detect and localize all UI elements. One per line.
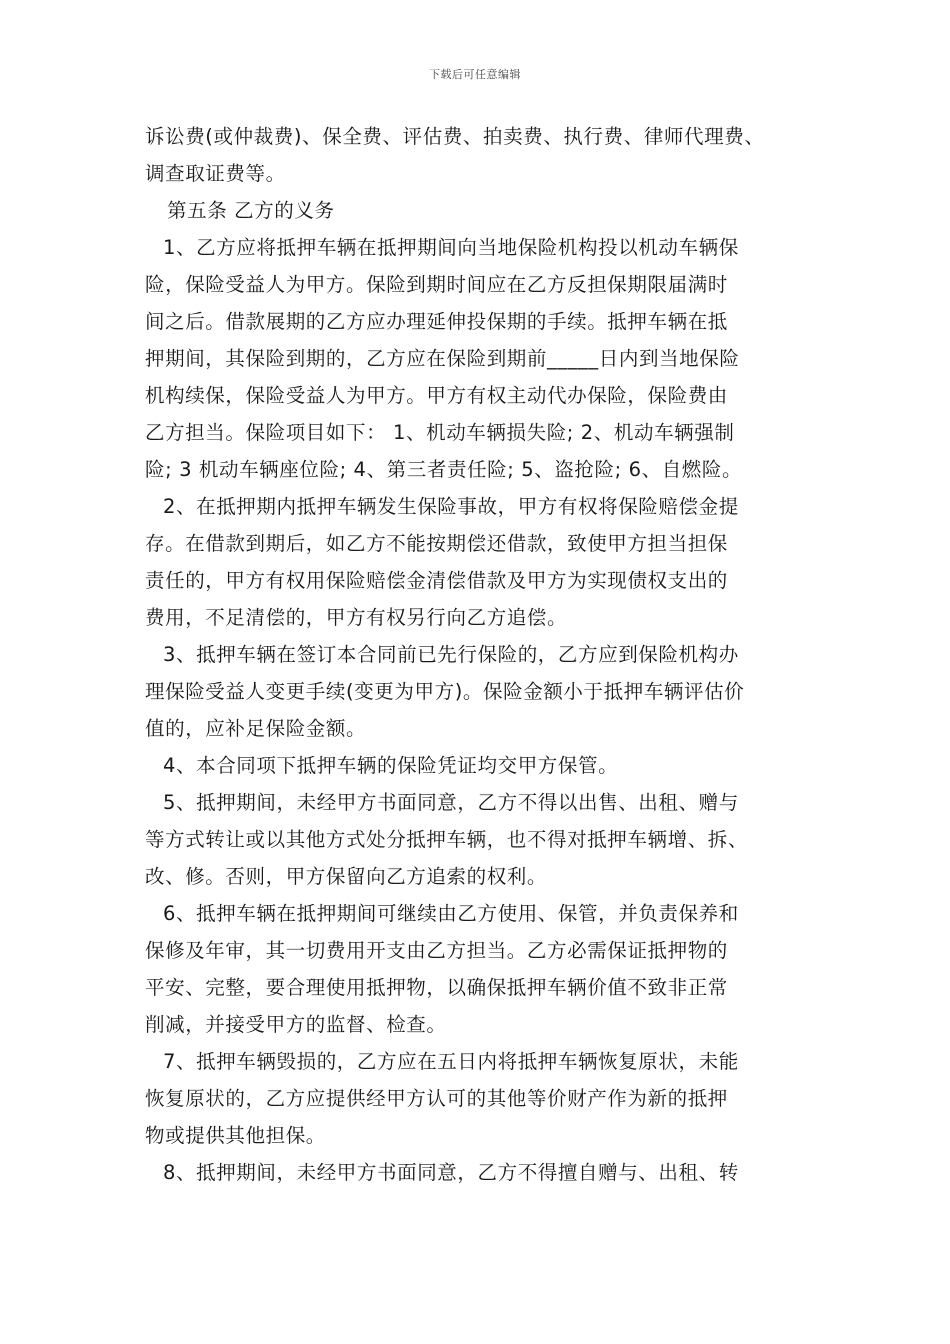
- document-line: 险; 3 机动车辆座位险; 4、第三者责任险; 5、盗抢险; 6、自燃险。: [145, 458, 743, 481]
- document-line: 1、乙方应将抵押车辆在抵押期间向当地保险机构投以机动车辆保: [163, 236, 739, 259]
- document-line: 8、抵押期间，未经甲方书面同意，乙方不得擅自赠与、出租、转: [163, 1161, 739, 1184]
- document-line: 恢复原状的，乙方应提供经甲方认可的其他等价财产作为新的抵押: [145, 1087, 728, 1110]
- page-header-note: 下载后可任意编辑: [429, 68, 521, 81]
- document-line: 3、抵押车辆在签订本合同前已先行保险的，乙方应到保险机构办: [163, 643, 739, 666]
- document-line: 平安、完整，要合理使用抵押物，以确保抵押车辆价值不致非正常: [145, 976, 728, 999]
- document-line: 间之后。借款展期的乙方应办理延伸投保期的手续。抵押车辆在抵: [145, 310, 728, 333]
- document-line: 押期间，其保险到期的，乙方应在保险到期前_____日内到当地保险: [145, 347, 740, 370]
- document-line: 物或提供其他担保。: [145, 1124, 326, 1147]
- document-line: 等方式转让或以其他方式处分抵押车辆，也不得对抵押车辆增、拆、: [145, 828, 749, 851]
- document-line: 责任的，甲方有权用保险赔偿金清偿借款及甲方为实现债权支出的: [145, 569, 728, 592]
- document-line: 乙方担当。保险项目如下： 1、机动车辆损失险; 2、机动车辆强制: [145, 421, 735, 444]
- document-line: 机构续保，保险受益人为甲方。甲方有权主动代办保险，保险费由: [145, 384, 728, 407]
- document-line: 2、在抵押期内抵押车辆发生保险事故，甲方有权将保险赔偿金提: [163, 495, 739, 518]
- document-line: 削减，并接受甲方的监督、检查。: [145, 1013, 447, 1036]
- document-line: 改、修。否则，甲方保留向乙方追索的权利。: [145, 865, 548, 888]
- document-line: 值的，应补足保险金额。: [145, 717, 367, 740]
- document-body: [145, 118, 825, 1191]
- document-line: 存。在借款到期后，如乙方不能按期偿还借款，致使甲方担当担保: [145, 532, 728, 555]
- document-line: 费用，不足清偿的，甲方有权另行向乙方追偿。: [145, 606, 568, 629]
- document-line: 险，保险受益人为甲方。保险到期时间应在乙方反担保期限届满时: [145, 273, 728, 296]
- document-line: 保修及年审，其一切费用开支由乙方担当。乙方必需保证抵押物的: [145, 939, 728, 962]
- document-line: 6、抵押车辆在抵押期间可继续由乙方使用、保管，并负责保养和: [163, 902, 739, 925]
- document-line: 5、抵押期间，未经甲方书面同意，乙方不得以出售、出租、赠与: [163, 791, 739, 814]
- document-line: 诉讼费(或仲裁费)、保全费、评估费、拍卖费、执行费、律师代理费、: [145, 125, 765, 148]
- document-line: 第五条 乙方的义务: [167, 199, 335, 222]
- document-line: 4、本合同项下抵押车辆的保险凭证均交甲方保管。: [163, 754, 619, 777]
- document-line: 7、抵押车辆毁损的，乙方应在五日内将抵押车辆恢复原状，未能: [163, 1050, 739, 1073]
- document-line: 调查取证费等。: [145, 162, 286, 185]
- document-line: 理保险受益人变更手续(变更为甲方)。保险金额小于抵押车辆评估价: [145, 680, 745, 703]
